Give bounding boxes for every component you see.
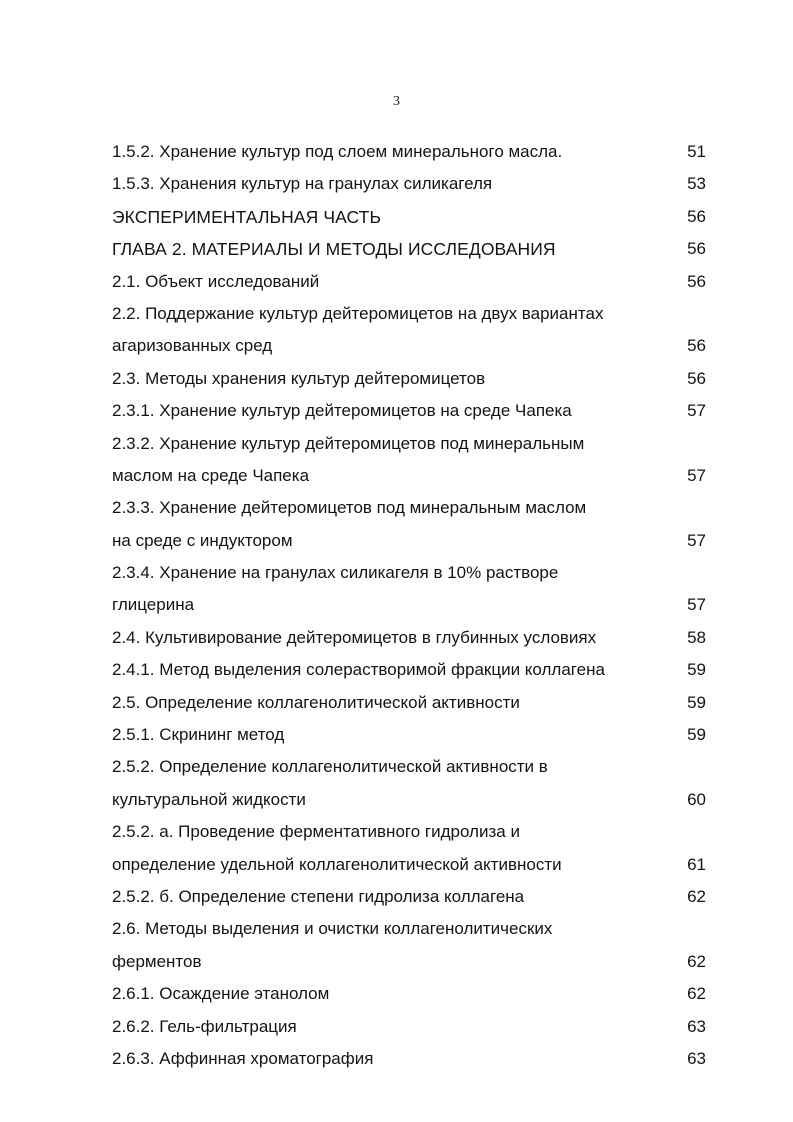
- toc-entry: [112, 913, 712, 945]
- toc-entry: [112, 201, 712, 233]
- toc-entry-title: ЭКСПЕРИМЕНТАЛЬНАЯ ЧАСТЬ: [112, 206, 382, 227]
- toc-entry-page: 62: [687, 984, 706, 1004]
- toc-entry: [112, 395, 712, 427]
- toc-entry-title: 2.2. Поддержание культур дейтеромицетов на двух вариантах: [112, 303, 604, 323]
- toc-entry-title: 2.5.2. Определение коллагенолитической активности в: [112, 757, 548, 777]
- toc-entry-page: 63: [687, 1048, 706, 1068]
- toc-entry: [112, 233, 712, 265]
- toc-entry-page: 51: [687, 142, 706, 161]
- toc-entry-title: 2.4. Культивирование дейтеромицетов в глубинных условиях: [112, 627, 597, 647]
- toc-entry-title: 2.3.1. Хранение культур дейтеромицетов на среде Чапека: [112, 401, 572, 421]
- toc-entry-page: 63: [687, 1016, 706, 1036]
- toc-entry: [112, 525, 712, 557]
- toc-entry: [112, 460, 712, 492]
- toc-entry-page: 57: [687, 530, 706, 550]
- toc-entry-title: 2.6. Методы выделения и очистки коллагенолитических: [112, 919, 553, 939]
- toc-entry: [112, 1011, 712, 1043]
- toc-entry-title: 2.5.1. Скрининг метод: [112, 725, 285, 745]
- toc-entry: [112, 719, 712, 751]
- toc-entry-title: ГЛАВА 2. МАТЕРИАЛЫ И МЕТОДЫ ИССЛЕДОВАНИЯ: [112, 239, 556, 260]
- toc-entry-page: 62: [687, 886, 706, 906]
- toc-entry-page: 56: [687, 239, 706, 259]
- toc-entry-title: 2.3.2. Хранение культур дейтеромицетов под минеральным: [112, 433, 585, 453]
- toc-entry-page: 62: [687, 951, 706, 971]
- toc-entry-page: 61: [687, 854, 706, 874]
- toc-entry: [112, 330, 712, 362]
- toc-entry-title: определение удельной коллагенолитической активности: [112, 854, 562, 874]
- toc-entry: [112, 1043, 712, 1075]
- toc-entry-title: 2.5.2. б. Определение степени гидролиза коллагена: [112, 886, 525, 906]
- toc-entry-page: 57: [687, 465, 706, 485]
- toc-entry-title: 2.4.1. Метод выделения солерастворимой фракции коллагена: [112, 660, 605, 680]
- toc-entry: [112, 946, 712, 978]
- toc-entry-page: 56: [687, 368, 706, 388]
- toc-entry: [112, 136, 712, 168]
- toc-entry: [112, 298, 712, 330]
- toc-entry-page: 53: [687, 174, 706, 194]
- toc-entry-title: 2.6.2. Гель-фильтрация: [112, 1016, 297, 1036]
- toc-entry-page: 57: [687, 595, 706, 615]
- toc-entry-page: 59: [687, 660, 706, 680]
- toc-entry-title: 2.3. Методы хранения культур дейтеромицетов: [112, 368, 486, 388]
- toc-entry-page: 56: [687, 336, 706, 356]
- toc-entry: [112, 654, 712, 686]
- toc-entry-title: 2.6.1. Осаждение этанолом: [112, 984, 330, 1004]
- toc-entry: [112, 492, 712, 524]
- toc-entry: [112, 622, 712, 654]
- toc-entry-page: 57: [687, 401, 706, 421]
- toc-entry-title: маслом на среде Чапека: [112, 465, 310, 485]
- toc-entry-page: 56: [687, 271, 706, 291]
- toc-entry-title: 2.6.3. Аффинная хроматография: [112, 1048, 374, 1068]
- toc-entry: [112, 881, 712, 913]
- toc-entry-title: 2.3.4. Хранение на гранулах силикагеля в 10% растворе: [112, 563, 559, 583]
- toc-entry: [112, 784, 712, 816]
- toc-entry-title: 2.5. Определение коллагенолитической активности: [112, 692, 520, 712]
- toc-entry-title: глицерина: [112, 595, 195, 615]
- toc-entry-page: 60: [687, 789, 706, 809]
- toc-entry: [112, 849, 712, 881]
- toc-entry-title: ферментов: [112, 951, 202, 971]
- toc-entry-page: 56: [687, 206, 706, 226]
- toc-entry-title: агаризованных сред: [112, 336, 273, 356]
- toc-entry-page: 59: [687, 692, 706, 712]
- toc-entry-title: 2.3.3. Хранение дейтеромицетов под минеральным маслом: [112, 498, 587, 518]
- toc-entry: [112, 978, 712, 1010]
- toc-entry-page: 59: [687, 725, 706, 745]
- toc-entry: [112, 589, 712, 621]
- table-of-contents: [112, 136, 712, 1075]
- toc-entry-title: на среде с индуктором: [112, 530, 293, 550]
- toc-entry: [112, 363, 712, 395]
- toc-entry: [112, 687, 712, 719]
- toc-entry: [112, 557, 712, 589]
- toc-entry: [112, 168, 712, 200]
- toc-entry: [112, 816, 712, 848]
- toc-entry-page: 58: [687, 627, 706, 647]
- toc-entry-title: 1.5.3. Хранения культур на гранулах силикагеля: [112, 174, 493, 194]
- toc-entry-title: культуральной жидкости: [112, 789, 306, 809]
- toc-entry: [112, 751, 712, 783]
- toc-entry-title: 2.5.2. а. Проведение ферментативного гидролиза и: [112, 822, 520, 842]
- toc-entry: [112, 266, 712, 298]
- toc-entry: [112, 428, 712, 460]
- toc-entry-title: 1.5.2. Хранение культур под слоем минерального масла.: [112, 142, 563, 161]
- toc-entry-title: 2.1. Объект исследований: [112, 271, 320, 291]
- page-number: 3: [393, 94, 400, 109]
